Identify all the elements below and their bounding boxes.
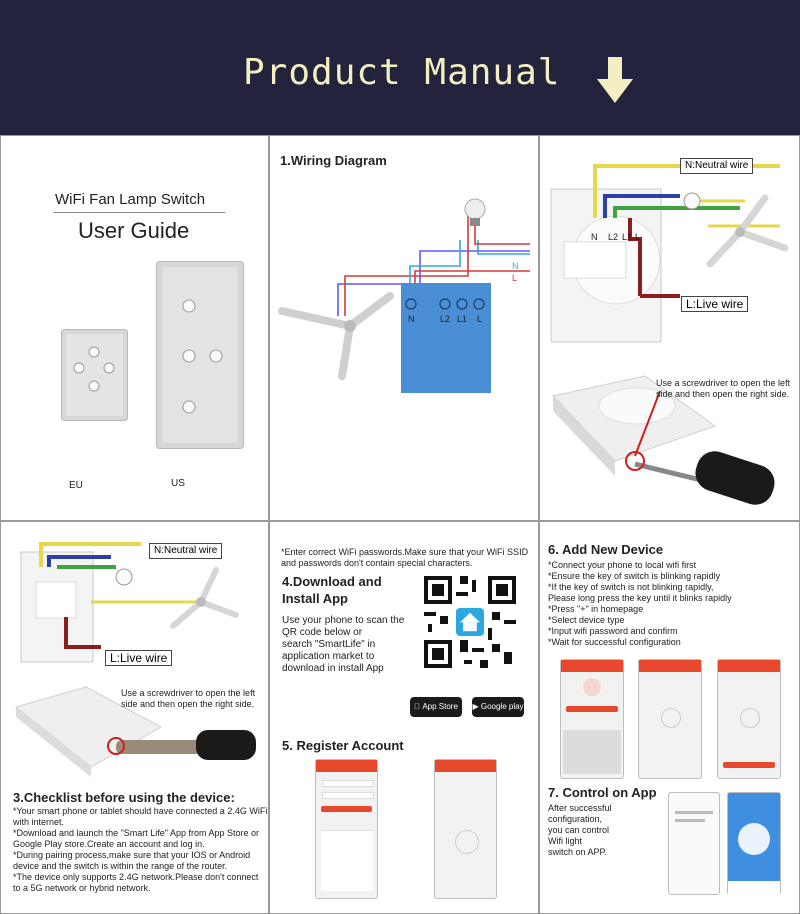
control-text: you can control [548, 825, 610, 835]
terminal-n: N [591, 232, 598, 242]
cover-subtitle: User Guide [78, 218, 190, 243]
add-device-phone-screenshot [560, 659, 624, 779]
banner [0, 0, 800, 135]
add-device-heading: 6. Add New Device [548, 542, 664, 557]
control-phone-screenshot [727, 792, 781, 895]
checklist-line: device and the switch is within the range of the router. [13, 861, 228, 871]
register-phone-screenshot [315, 759, 378, 899]
device-step: *Connect your phone to local wifi first [548, 560, 697, 570]
terminal-n: N [408, 314, 415, 324]
checklist-line: *Download and launch the "Smart Life" App from App Store or [13, 828, 260, 838]
device-step: *If the key of switch is not blinking rapidly, [548, 582, 714, 592]
add-device-phone-screenshot [717, 659, 781, 779]
checklist-line: Google Play store.Create an account and log in. [13, 839, 205, 849]
device-panel [539, 521, 800, 914]
cover-panel [0, 135, 269, 521]
wifi-note-1: *Enter correct WiFi passwords.Make sure that your WiFi SSID [281, 547, 529, 557]
cover-title: WiFi Fan Lamp Switch [55, 191, 206, 208]
checklist-line: with internet. [13, 817, 65, 827]
screwdriver-note-1: Use a screwdriver to open the left [121, 688, 256, 698]
device-step: *Press "+" in homepage [548, 604, 644, 614]
download-text: Use your phone to scan the [282, 615, 405, 626]
neutral-wire-label: N:Neutral wire [680, 158, 753, 174]
cover-rule [53, 212, 225, 213]
register-heading: 5. Register Account [282, 738, 404, 753]
wiring-diagram [270, 176, 538, 406]
switch-back-diagram [540, 136, 800, 351]
terminal-l1: L1 [457, 314, 468, 324]
wiring-panel [269, 135, 539, 521]
device-step: *Ensure the key of switch is blinking rapidly [548, 571, 721, 581]
terminal-l1: L1 [622, 232, 633, 242]
app-store-label: App Store [418, 702, 454, 711]
checklist-line: *During pairing process,make sure that your IOS or Android [13, 850, 251, 860]
us-switch-image [156, 261, 244, 449]
download-text: application market to [282, 651, 375, 662]
control-text: After successful [548, 803, 612, 813]
down-arrow-icon [595, 55, 635, 107]
app-panel [269, 521, 539, 914]
google-play-label: Google play [480, 702, 524, 711]
terminal-l: L [477, 314, 483, 324]
checklist-heading: 3.Checklist before using the device: [13, 790, 235, 805]
qr-code-image [420, 572, 520, 672]
apple-icon [414, 702, 420, 711]
checklist-line: *The device only supports 2.4G network.Please don't connect [13, 872, 259, 882]
add-device-phone-screenshot [638, 659, 702, 779]
app-store-badge[interactable] [410, 697, 462, 717]
control-text: configuration, [548, 814, 603, 824]
neutral-wire-label: N:Neutral wire [149, 543, 222, 559]
terminal-l2: L2 [608, 232, 619, 242]
register-phone-screenshot [434, 759, 497, 899]
label-eu: EU [69, 480, 83, 491]
checklist-line: to a 5G network or hybrid network. [13, 883, 151, 893]
download-heading-2: Install App [282, 591, 348, 606]
wire-label-l: L [512, 273, 518, 283]
checklist-panel [0, 521, 269, 914]
install-panel [539, 135, 800, 521]
terminal-l2: L2 [440, 314, 451, 324]
control-phone-screenshot [668, 792, 720, 895]
download-heading-1: 4.Download and [282, 574, 382, 589]
checklist-line: *Your smart phone or tablet should have connected a 2.4G WiFi [13, 806, 268, 816]
play-icon: ▶ [472, 702, 479, 711]
download-text: download in install App [282, 663, 384, 674]
device-step: *Input wifi password and confirm [548, 626, 678, 636]
control-text: switch on APP. [548, 847, 607, 857]
control-text: Wifi light [548, 836, 583, 846]
label-us: US [171, 478, 185, 489]
eu-switch-image [61, 329, 128, 421]
download-text: search "SmartLife" in [282, 639, 376, 650]
screwdriver-note-2: side and then open the right side. [656, 389, 790, 399]
device-step: *Select device type [548, 615, 625, 625]
google-play-badge[interactable] [472, 697, 524, 717]
screwdriver-note-1: Use a screwdriver to open the left [656, 378, 791, 388]
control-heading: 7. Control on App [548, 785, 657, 800]
wire-label-n: N [512, 261, 519, 271]
live-wire-label: L:Live wire [681, 296, 748, 312]
wifi-note-2: and passwords don't contain special characters. [281, 558, 473, 568]
download-text: QR code below or [282, 627, 363, 638]
device-step: *Wait for successful configuration [548, 637, 681, 647]
wiring-heading: 1.Wiring Diagram [280, 153, 387, 168]
screwdriver-note-2: side and then open the right side. [121, 699, 255, 709]
terminal-l: L [635, 232, 641, 242]
device-step: Please long press the key until it blinks rapidly [548, 593, 732, 603]
banner-title: Product Manual [243, 52, 561, 93]
live-wire-label: L:Live wire [105, 650, 172, 666]
